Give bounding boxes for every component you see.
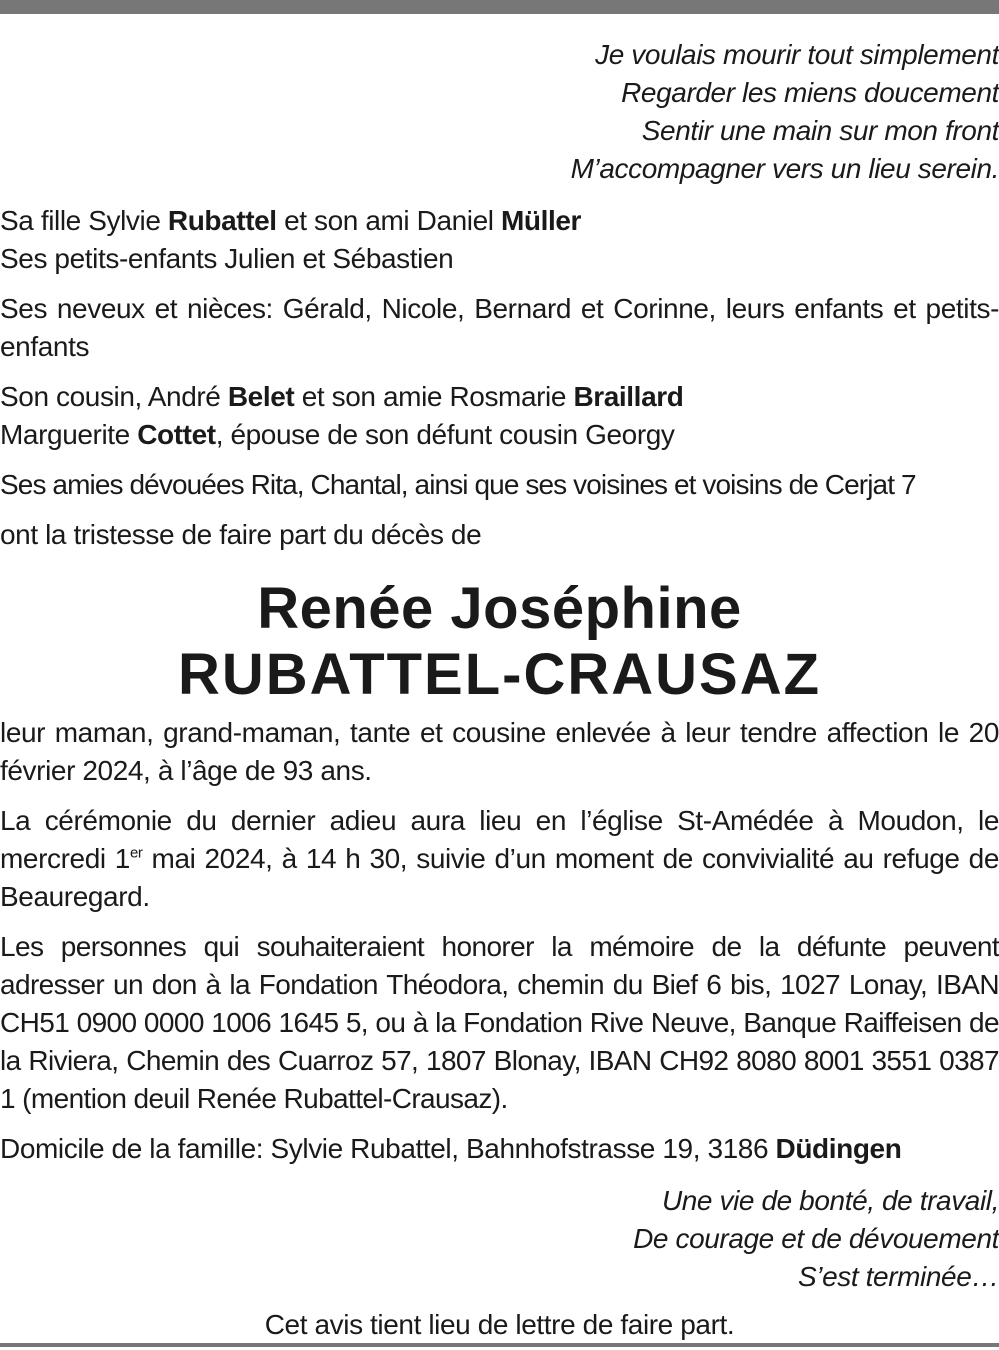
text: , épouse de son défunt cousin Georgy [215,419,675,450]
text: La cérémonie du dernier adieu aura lieu en l’église St-Amédée à Moudon, le mercredi 1 [0,805,999,874]
surname: Cottet [137,419,216,450]
poem-line: S’est terminée… [798,1261,999,1292]
top-rule [0,0,999,14]
surname: Rubattel [167,205,277,236]
poem-line: Regarder les miens doucement [621,77,999,108]
announcement-line: ont la tristesse de faire part du décès de [0,519,482,550]
deceased-last-name: RUBATTEL-CRAUSAZ [177,642,822,707]
poem-bottom [0,1182,999,1296]
grandchildren: Ses petits-enfants Julien et Sébastien [0,243,454,274]
nephews-nieces: Ses neveux et nièces: Gérald, Nicole, Bernard et Corinne, leurs enfants et petits-enfants [0,293,999,362]
text: Domicile de la famille: Sylvie Rubattel, Bahnhofstrasse 19, 3186 [0,1133,776,1164]
poem-line: M’accompagner vers un lieu serein. [570,153,999,184]
poem-line: Une vie de bonté, de travail, [661,1185,999,1216]
surname: Belet [227,381,295,412]
deceased-first-names: Renée Joséphine [257,576,742,641]
poem-line: Je voulais mourir tout simplement [595,39,999,70]
footer-note: Cet avis tient lieu de lettre de faire part. [264,1309,735,1340]
bottom-rule [0,1343,999,1347]
surname: Braillard [573,381,684,412]
text: et son ami Daniel [276,205,501,236]
poem-line: Sentir une main sur mon front [641,115,999,146]
obituary-notice [0,36,999,1344]
poem-line: De courage et de dévouement [633,1223,999,1254]
text: et son amie Rosmarie [294,381,574,412]
ceremony-paragraph [0,802,999,916]
text: mai 2024, à 14 h 30, suivie d’un moment de convivialité au refuge de Beauregard. [0,843,999,912]
poem-top [0,36,999,188]
family-cousins [0,378,999,454]
superscript: er [129,844,143,862]
family-daughter [0,202,999,278]
relationship-paragraph: leur maman, grand-maman, tante et cousine enlevée à leur tendre affection le 20 février 2024, à l’âge de 93 ans. [0,717,999,786]
deceased-name [0,576,999,708]
text: Sa fille Sylvie [0,205,168,236]
family-address [0,1130,999,1168]
surname: Müller [501,205,582,236]
donation-paragraph: Les personnes qui souhaiteraient honorer la mémoire de la défunte peuvent adresser un don à la Fondation Théodora, chemin du Bief 6 bis, 1027 Lonay, IBAN CH51 0900 0000 1006 1645 5, ou à la Fondation Rive Neuve, Banque Raiffeisen de la Riviera, Chemin des Cuarroz 57, 1807 Blonay, IBAN CH92 8080 8001 3551 0387 1 (mention deuil Renée Rubattel-Crausaz). [0,931,999,1114]
friends-neighbours: Ses amies dévouées Rita, Chantal, ainsi que ses voisines et voisins de Cerjat 7 [0,469,916,500]
text: Marguerite [0,419,138,450]
town: Düdingen [775,1133,902,1164]
text: Son cousin, André [0,381,228,412]
